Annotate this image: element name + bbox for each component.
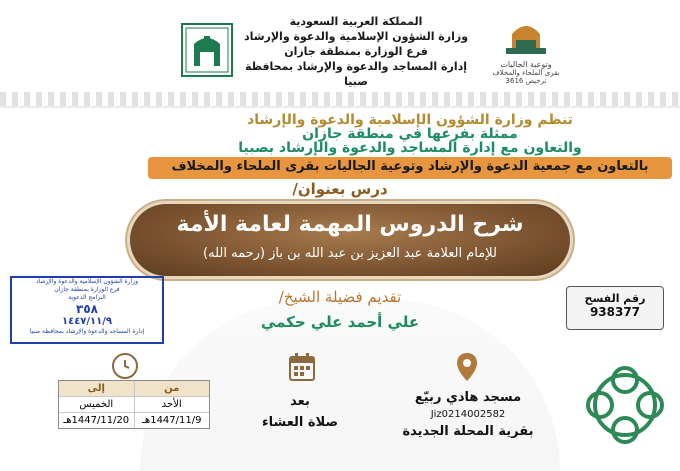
association-logo-icon <box>488 14 564 56</box>
cooperation-text: بالتعاون مع جمعية الدعوة والإرشاد وتوعية الجاليات بقرى الملحاء والمخلاف <box>171 159 649 174</box>
schedule-from-label: من <box>134 381 210 396</box>
stamp-line4: إدارة المساجد والدعوة والإرشاد بمحافظة صبيا <box>29 328 145 335</box>
ministry-logo <box>180 22 234 78</box>
location-pin-icon <box>455 352 479 382</box>
stamp-date: ١٤٤٧/١١/٩ <box>61 316 113 327</box>
stamp-line1: وزارة الشؤون الإسلامية والدعوة والإرشاد <box>35 278 139 285</box>
association-line3: ترخيص 3616 <box>505 77 547 85</box>
association-line2: بقرى الملحاء والمخلاف <box>492 69 560 77</box>
presenter-label: تقديم فضيلة الشيخ/ <box>278 288 402 306</box>
location-block <box>400 390 536 439</box>
header-kingdom: المملكة العربية السعودية <box>289 15 423 28</box>
schedule-table <box>58 380 210 429</box>
schedule-to-date: 1447/11/20هـ <box>63 415 130 426</box>
mosque-code: Jiz0214002582 <box>430 409 506 420</box>
time-prayer: صلاة العشاء <box>261 415 339 430</box>
schedule-header-row <box>59 381 209 396</box>
permit-box <box>566 286 664 330</box>
intro-line2: ممثلة بفرعها في منطقة جازان <box>302 126 518 142</box>
stamp-line3: البرامج الدعوية <box>68 294 106 301</box>
header-admin: إدارة المساجد والدعوة والإرشاد بمحافظة صبيا <box>244 60 468 88</box>
schedule-dates-row <box>59 412 209 428</box>
association-logo <box>488 14 564 86</box>
schedule-to-label: إلى <box>87 383 105 394</box>
stamp-line2: فرع الوزارة بمنطقة جازان <box>54 286 120 293</box>
header-ministry: وزارة الشؤون الإسلامية والدعوة والإرشاد <box>243 30 469 43</box>
clock-icon <box>112 353 138 379</box>
mosque-name: مسجد هادي ربيّع <box>414 390 522 405</box>
lesson-label: درس بعنوان/ <box>292 180 388 198</box>
intro-line1: تنظم وزارة الشؤون الإسلامية والدعوة والإرشاد <box>247 112 573 128</box>
official-stamp <box>10 276 164 344</box>
header-text <box>236 14 476 89</box>
presenter-name: علي أحمد علي حكمي <box>260 313 420 331</box>
lesson-subtitle: للإمام العلامة عبد العزيز بن عبد الله بن باز (رحمه الله) <box>203 246 497 261</box>
time-after: بعد <box>290 394 310 409</box>
header-branch: فرع الوزارة بمنطقة جازان <box>284 45 428 58</box>
decorative-divider-line <box>0 106 680 108</box>
intro-line3: والتعاون مع إدارة المساجد والدعوة والإرشاد بصبيا <box>238 140 582 156</box>
permit-label: رقم الفسح <box>584 292 646 305</box>
lesson-title: شرح الدروس المهمة لعامة الأمة <box>176 212 524 237</box>
schedule-from-day: الأحد <box>134 397 210 412</box>
schedule-from-date: 1447/11/9هـ <box>134 413 210 428</box>
permit-number: 938377 <box>589 305 641 319</box>
mosque-area: بقرية المحلة الجديدة <box>402 424 534 439</box>
association-line1: وتوعية الجاليات <box>500 60 552 69</box>
schedule-to-day: الخميس <box>79 399 114 410</box>
decorative-divider <box>0 92 680 106</box>
decorative-ornament-icon <box>580 360 670 450</box>
schedule-days-row <box>59 396 209 412</box>
time-block <box>240 394 360 430</box>
stamp-number: ٣٥٨ <box>76 302 98 316</box>
calendar-icon <box>288 352 316 382</box>
